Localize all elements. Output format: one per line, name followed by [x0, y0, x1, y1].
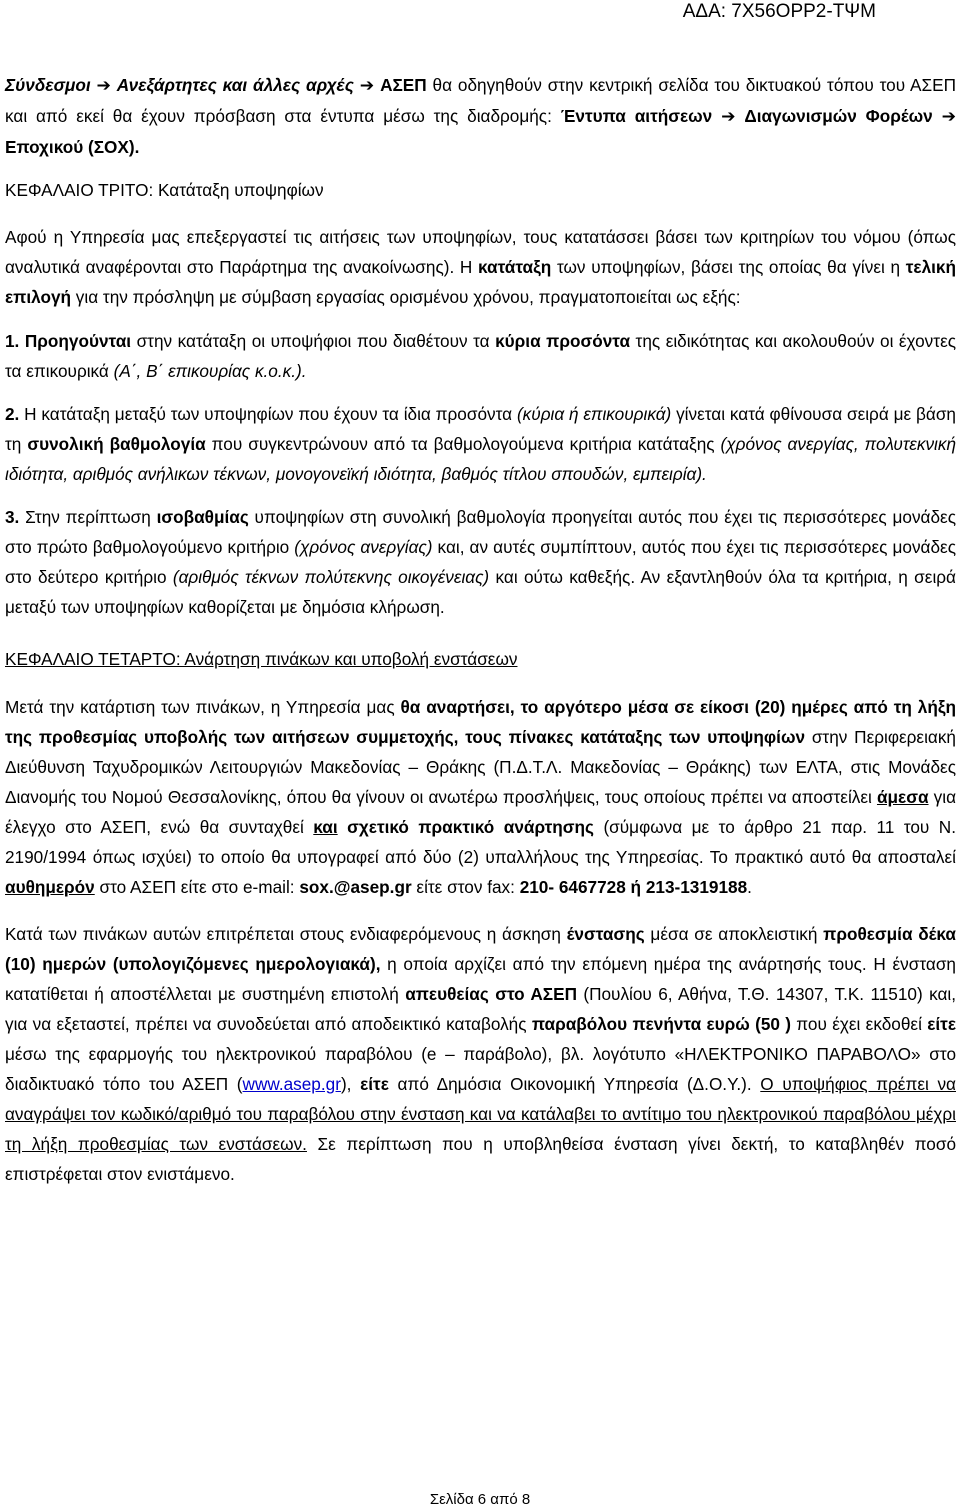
paragraph-text: που συγκεντρώνουν από τα βαθμολογούμενα κριτήρια κατάταξης	[205, 434, 721, 454]
paragraph-text: Κατά των πινάκων αυτών επιτρέπεται στους ενδιαφερόμενους η άσκηση	[5, 924, 567, 944]
underlined-instruction: Ο υποψήφιος πρέπει να αναγράψει τον κωδικό/αριθμό του παραβόλου στην ένσταση και να κατάλαβει το αντίτιμο του ηλεκτρονικού παραβόλου μέχρι τη λήξη προθεσμίας των ενστάσεων.	[5, 1074, 956, 1154]
nav-path-step: Ανεξάρτητες και άλλες αρχές	[116, 75, 354, 95]
bold-term: προθεσμία δέκα (10) ημερών (υπολογιζόμενες ημερολογιακά),	[5, 924, 956, 974]
paragraph-text: (Πουλίου 6, Αθήνα, Τ.Θ. 14307, Τ.Κ. 11510) και, για να εξεταστεί, πρέπει να συνοδεύεται από αποδεικτικό καταβολής	[5, 984, 956, 1034]
italic-note: (Α΄, Β΄ επικουρίας κ.ο.κ.).	[113, 361, 307, 381]
paragraph-text: Η κατάταξη μεταξύ των υποψηφίων που έχουν τα ίδια προσόντα	[19, 404, 517, 424]
italic-note: (αριθμός τέκνων πολύτεκνης οικογένειας)	[172, 567, 490, 587]
paragraph-text	[338, 817, 347, 837]
paragraph-text: των υποψηφίων, βάσει της οποίας θα γίνει η	[551, 257, 906, 277]
bold-underlined-term: άμεσα	[876, 787, 929, 807]
paragraph-text: θα οδηγηθούν στην κεντρική σελίδα του δικτυακού τόπου του ΑΣΕΠ και από εκεί θα έχουν πρόσβαση στα έντυπα μέσω της διαδρομής:	[5, 75, 956, 126]
list-number: 1.	[5, 331, 20, 351]
bold-term: σχετικό πρακτικό ανάρτησης	[347, 817, 594, 837]
paragraph-text: και, αν αυτές συμπίπτουν, αυτός που έχει τις περισσότερες μονάδες στο δεύτερο κριτήριο	[5, 537, 956, 587]
arrow-right-icon: ➔	[941, 107, 957, 127]
document-body	[5, 70, 956, 1189]
list-number: 3.	[5, 507, 20, 527]
nav-path-step: Εποχικού (ΣΟΧ).	[5, 137, 140, 157]
paragraph-text: για έλεγχο στο ΑΣΕΠ, ενώ θα συνταχθεί	[5, 787, 956, 837]
paragraph-text: Αφού η Υπηρεσία μας επεξεργαστεί τις αιτήσεις των υποψηφίων, τους κατατάσσει βάσει των κριτηρίων του νόμου (όπως αναλυτικά αναφέρονται στο Παράρτημα της ανακοίνωσης). Η	[5, 227, 956, 277]
asep-website-link[interactable]: www.asep.gr	[242, 1074, 341, 1094]
bold-term: ένστασης	[566, 924, 645, 944]
paragraph-text: από Δημόσια Οικονομική Υπηρεσία (Δ.Ο.Υ.).	[388, 1074, 761, 1094]
paragraph-text: .	[747, 877, 752, 897]
paragraph-text: Σε περίπτωση που η υποβληθείσα ένσταση γίνει δεκτή, το καταβληθέν ποσό επιστρέφεται στον ενιστάμενο.	[5, 1134, 956, 1184]
nav-path-step: Σύνδεσμοι	[5, 75, 91, 95]
paragraph-text: μέσω της εφαρμογής του ηλεκτρονικού παραβόλου (e – παράβολο), βλ. λογότυπο «ΗΛΕΚΤΡΟΝΙΚΟ ΠΑΡΑΒΟΛΟ» στο διαδικτυακό τόπο του ΑΣΕΠ (	[5, 1044, 956, 1094]
chapter-4-heading: ΚΕΦΑΛΑΙΟ ΤΕΤΑΡΤΟ: Ανάρτηση πινάκων και υποβολή ενστάσεων	[5, 649, 518, 669]
bold-term: ισοβαθμίας	[156, 507, 249, 527]
nav-path-step: Διαγωνισμών Φορέων	[744, 106, 933, 126]
arrow-right-icon: ➔	[721, 107, 736, 127]
paragraph-text: της ειδικότητας και ακολουθούν οι έχοντες τα επικουρικά	[5, 331, 957, 381]
italic-note: (χρόνος ανεργίας, πολυτεκνική ιδιότητα, αριθμός ανήλικων τέκνων, μονογονεϊκή ιδιότητα, βαθμός τίτλου σπουδών, εμπειρία).	[5, 434, 956, 484]
bold-term: απευθείας στο ΑΣΕΠ	[405, 984, 577, 1004]
paragraph-text: υποψηφίων στη συνολική βαθμολογία προηγείται αυτός που έχει τις περισσότερες μονάδες στο πρώτο βαθμολογούμενο κριτήριο	[5, 507, 956, 557]
paragraph-text: ),	[340, 1074, 361, 1094]
bold-term: είτε	[360, 1074, 389, 1094]
bold-term: θα αναρτήσει, το αργότερο μέσα σε είκοσι (20) ημέρες από τη λήξη της προθεσμίας υποβολής των αιτήσεων συμμετοχής, τους πίνακες κατάταξης των υποψηφίων	[5, 697, 956, 747]
bold-term: κατάταξη	[478, 257, 552, 277]
chapter-3-heading: ΚΕΦΑΛΑΙΟ ΤΡΙΤΟ: Κατάταξη υποψηφίων	[5, 180, 324, 200]
paragraph-text: (σύμφωνα με το άρθρο 21 παρ. 11 του Ν. 2190/1994 όπως ισχύει) το οποίο θα υπογραφεί από δύο (2) υπαλλήλους της Υπηρεσίας. Το πρακτικό αυτό θα αποσταλεί	[5, 817, 956, 867]
paragraph-text: για την πρόσληψη με σύμβαση εργασίας ορισμένου χρόνου, πραγματοποιείται ως εξής:	[71, 287, 741, 307]
links-paragraph	[5, 70, 956, 162]
bold-underlined-term: και	[313, 817, 338, 837]
nav-path-step: ΑΣΕΠ	[380, 75, 427, 95]
paragraph-text: στην Περιφερειακή Διεύθυνση Ταχυδρομικών Λειτουργιών Μακεδονίας – Θράκης (Π.Δ.Τ.Λ. Μακεδονίας – Θράκης) των ΕΛΤΑ, στις Μονάδες Διανομής του Νομού Θεσσαλονίκης, όπου θα γίνουν οι ανωτέρω προσλήψεις, τους οποίους πρέπει να αποστείλει	[5, 727, 956, 807]
list-number: 2.	[5, 404, 20, 424]
email-address: sox.@asep.gr	[299, 877, 412, 897]
paragraph-text: η οποία αρχίζει από την επόμενη ημέρα της ανάρτησής τους. Η ένσταση κατατίθεται ή αποστέλλεται με συστημένη επιστολή	[5, 954, 956, 1004]
paragraph-text: μέσα σε αποκλειστική	[644, 924, 824, 944]
paragraph-text: και ούτω καθεξής. Αν εξαντληθούν όλα τα κριτήρια, η σειρά μεταξύ των υποψηφίων καθορίζεται με δημόσια κλήρωση.	[5, 567, 956, 617]
ranking-rule-3	[5, 502, 956, 622]
paragraph-text: στο ΑΣΕΠ είτε στο e-mail:	[94, 877, 300, 897]
chapter-3-intro	[5, 222, 956, 312]
ranking-rule-2	[5, 399, 956, 489]
paragraph-text: στην κατάταξη οι υποψήφιοι που διαθέτουν τα	[131, 331, 496, 351]
fax-number: 210- 6467728 ή 213-1319188	[519, 877, 748, 897]
chapter-4-objection-paragraph	[5, 919, 956, 1189]
bold-term: παραβόλου πενήντα ευρώ (50 )	[531, 1014, 791, 1034]
ranking-rule-1	[5, 326, 956, 386]
bold-term: τελική επιλογή	[5, 257, 956, 307]
paragraph-text: γίνεται κατά φθίνουσα σειρά με βάση τη	[5, 404, 956, 454]
chapter-4-posting-paragraph	[5, 692, 956, 902]
bold-term: συνολική βαθμολογία	[27, 434, 206, 454]
nav-path-step: Έντυπα αιτήσεων	[560, 106, 713, 126]
italic-note: (κύρια ή επικουρικά)	[516, 404, 672, 424]
italic-note: (χρόνος ανεργίας)	[294, 537, 433, 557]
bold-term: Προηγούνται	[24, 331, 132, 351]
bold-underlined-term: αυθημερόν	[5, 877, 95, 897]
page-number: Σελίδα 6 από 8	[429, 1491, 531, 1508]
ada-code: ΑΔΑ: 7Χ56ΟΡΡ2-ΤΨΜ	[682, 1, 876, 22]
paragraph-text: Στην περίπτωση	[19, 507, 157, 527]
bold-term: κύρια προσόντα	[495, 331, 631, 351]
arrow-right-icon: ➔	[359, 76, 375, 96]
paragraph-text: είτε στον fax:	[411, 877, 520, 897]
paragraph-text: Μετά την κατάρτιση των πινάκων, η Υπηρεσία μας	[5, 697, 401, 717]
bold-term: είτε	[927, 1014, 956, 1034]
arrow-right-icon: ➔	[96, 76, 111, 96]
paragraph-text: που έχει εκδοθεί	[790, 1014, 928, 1034]
